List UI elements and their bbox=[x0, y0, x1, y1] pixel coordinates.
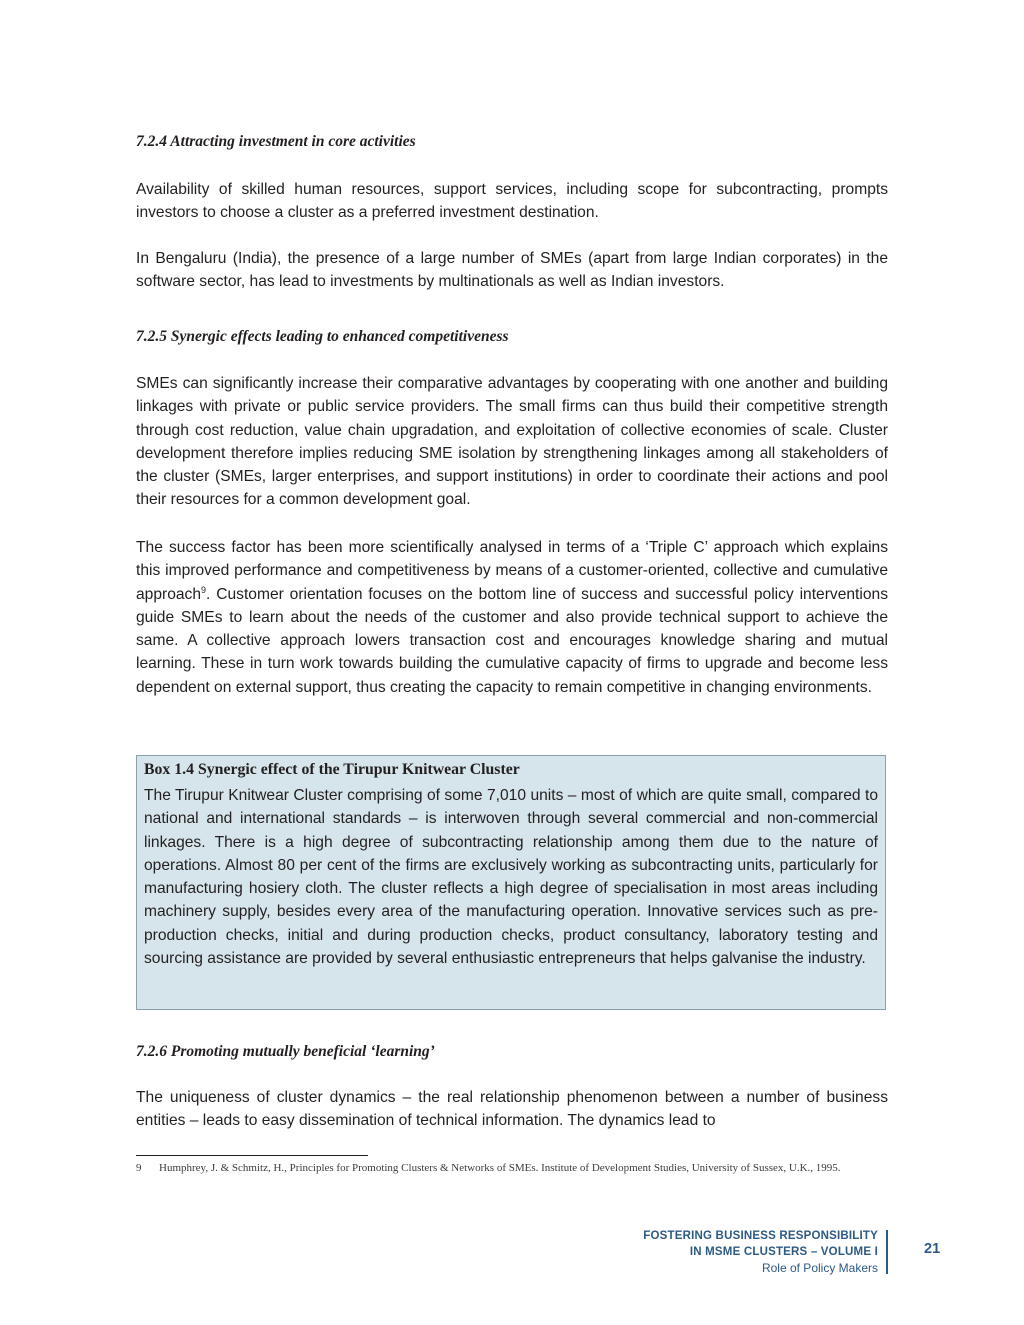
footnote bbox=[136, 1160, 876, 1176]
section-heading-7-2-5: 7.2.5 Synergic effects leading to enhanced competitiveness bbox=[136, 328, 509, 345]
footer-title-line1: FOSTERING BUSINESS RESPONSIBILITY bbox=[643, 1230, 878, 1242]
footer-subtitle: Role of Policy Makers bbox=[761, 1261, 878, 1275]
running-footer bbox=[643, 1228, 878, 1276]
footnote-reference: 9 bbox=[201, 584, 207, 595]
box-tirupur-cluster bbox=[136, 755, 886, 1010]
section-heading-7-2-4: 7.2.4 Attracting investment in core activities bbox=[136, 133, 416, 150]
footer-title-line2: IN MSME CLUSTERS – VOLUME I bbox=[689, 1246, 878, 1258]
paragraph-7-2-6-a: The uniqueness of cluster dynamics – the real relationship phenomenon between a number of business entities – leads to easy dissemination of technical information. The dynamics lead to bbox=[136, 1089, 888, 1130]
paragraph-7-2-4-b: In Bengaluru (India), the presence of a large number of SMEs (apart from large Indian corporates) in the software sector, has lead to investments by multinationals as well as Indian investors. bbox=[136, 250, 888, 291]
paragraph-7-2-5-a: SMEs can significantly increase their comparative advantages by cooperating with one another and building linkages with private or public service providers. The small firms can thus build their competitive strength through cost reduction, value chain upgradation, and exploitation of collective economies of scale. Cluster development therefore implies reducing SME isolation by strengthening linkages among all stakeholders of the cluster (SMEs, larger enterprises, and support institutions) in order to coordinate their actions and pool their resources for a common development goal. bbox=[136, 375, 888, 509]
box-text: The Tirupur Knitwear Cluster comprising of some 7,010 units – most of which are quite small, compared to national and international standards – is interwoven through several commercial and non-commercial linkages. There is a high degree of subcontracting relationship among them due to the nature of operations. Almost 80 per cent of the firms are exclusively working as subcontracting units, particularly for manufacturing hosiery cloth. The cluster reflects a high degree of specialisation in most areas including machinery supply, besides every area of the manufacturing operation. Innovative services such as pre-production checks, initial and during production checks, product consultancy, laboratory testing and sourcing assistance are provided by several enthusiastic entrepreneurs that helps galvanise the industry. bbox=[144, 787, 878, 968]
section-heading-7-2-6: 7.2.6 Promoting mutually beneficial ‘learning’ bbox=[136, 1043, 435, 1060]
footnote-text: Humphrey, J. & Schmitz, H., Principles for Promoting Clusters & Networks of SMEs. Institute of Development Studies, University of Sussex, U.K., 1995. bbox=[159, 1162, 841, 1174]
page-number: 21 bbox=[924, 1241, 941, 1257]
footnote-number: 9 bbox=[136, 1162, 142, 1174]
paragraph-7-2-4-a: Availability of skilled human resources, support services, including scope for subcontracting, prompts investors to choose a cluster as a preferred investment destination. bbox=[136, 181, 888, 222]
footnote-divider bbox=[136, 1155, 368, 1156]
box-title: Box 1.4 Synergic effect of the Tirupur Knitwear Cluster bbox=[144, 761, 520, 778]
footer-divider bbox=[886, 1230, 888, 1274]
paragraph-7-2-5-b bbox=[136, 536, 888, 699]
paragraph-7-2-5-b-text2: . Customer orientation focuses on the bottom line of success and successful policy interventions guide SMEs to learn about the needs of the customer and also provide technical support to achieve the same. A collective approach lowers transaction cost and encourages knowledge sharing and mutual learning. These in turn work towards building the cumulative capacity of firms to upgrade and become less dependent on external support, thus creating the capacity to remain competitive in changing environments. bbox=[136, 585, 888, 696]
paragraph-7-2-5-b-text1: The success factor has been more scientifically analysed in terms of a ‘Triple C’ approach which explains this improved performance and competitiveness by means of a customer-oriented, collective and cumulative approach bbox=[136, 539, 888, 603]
